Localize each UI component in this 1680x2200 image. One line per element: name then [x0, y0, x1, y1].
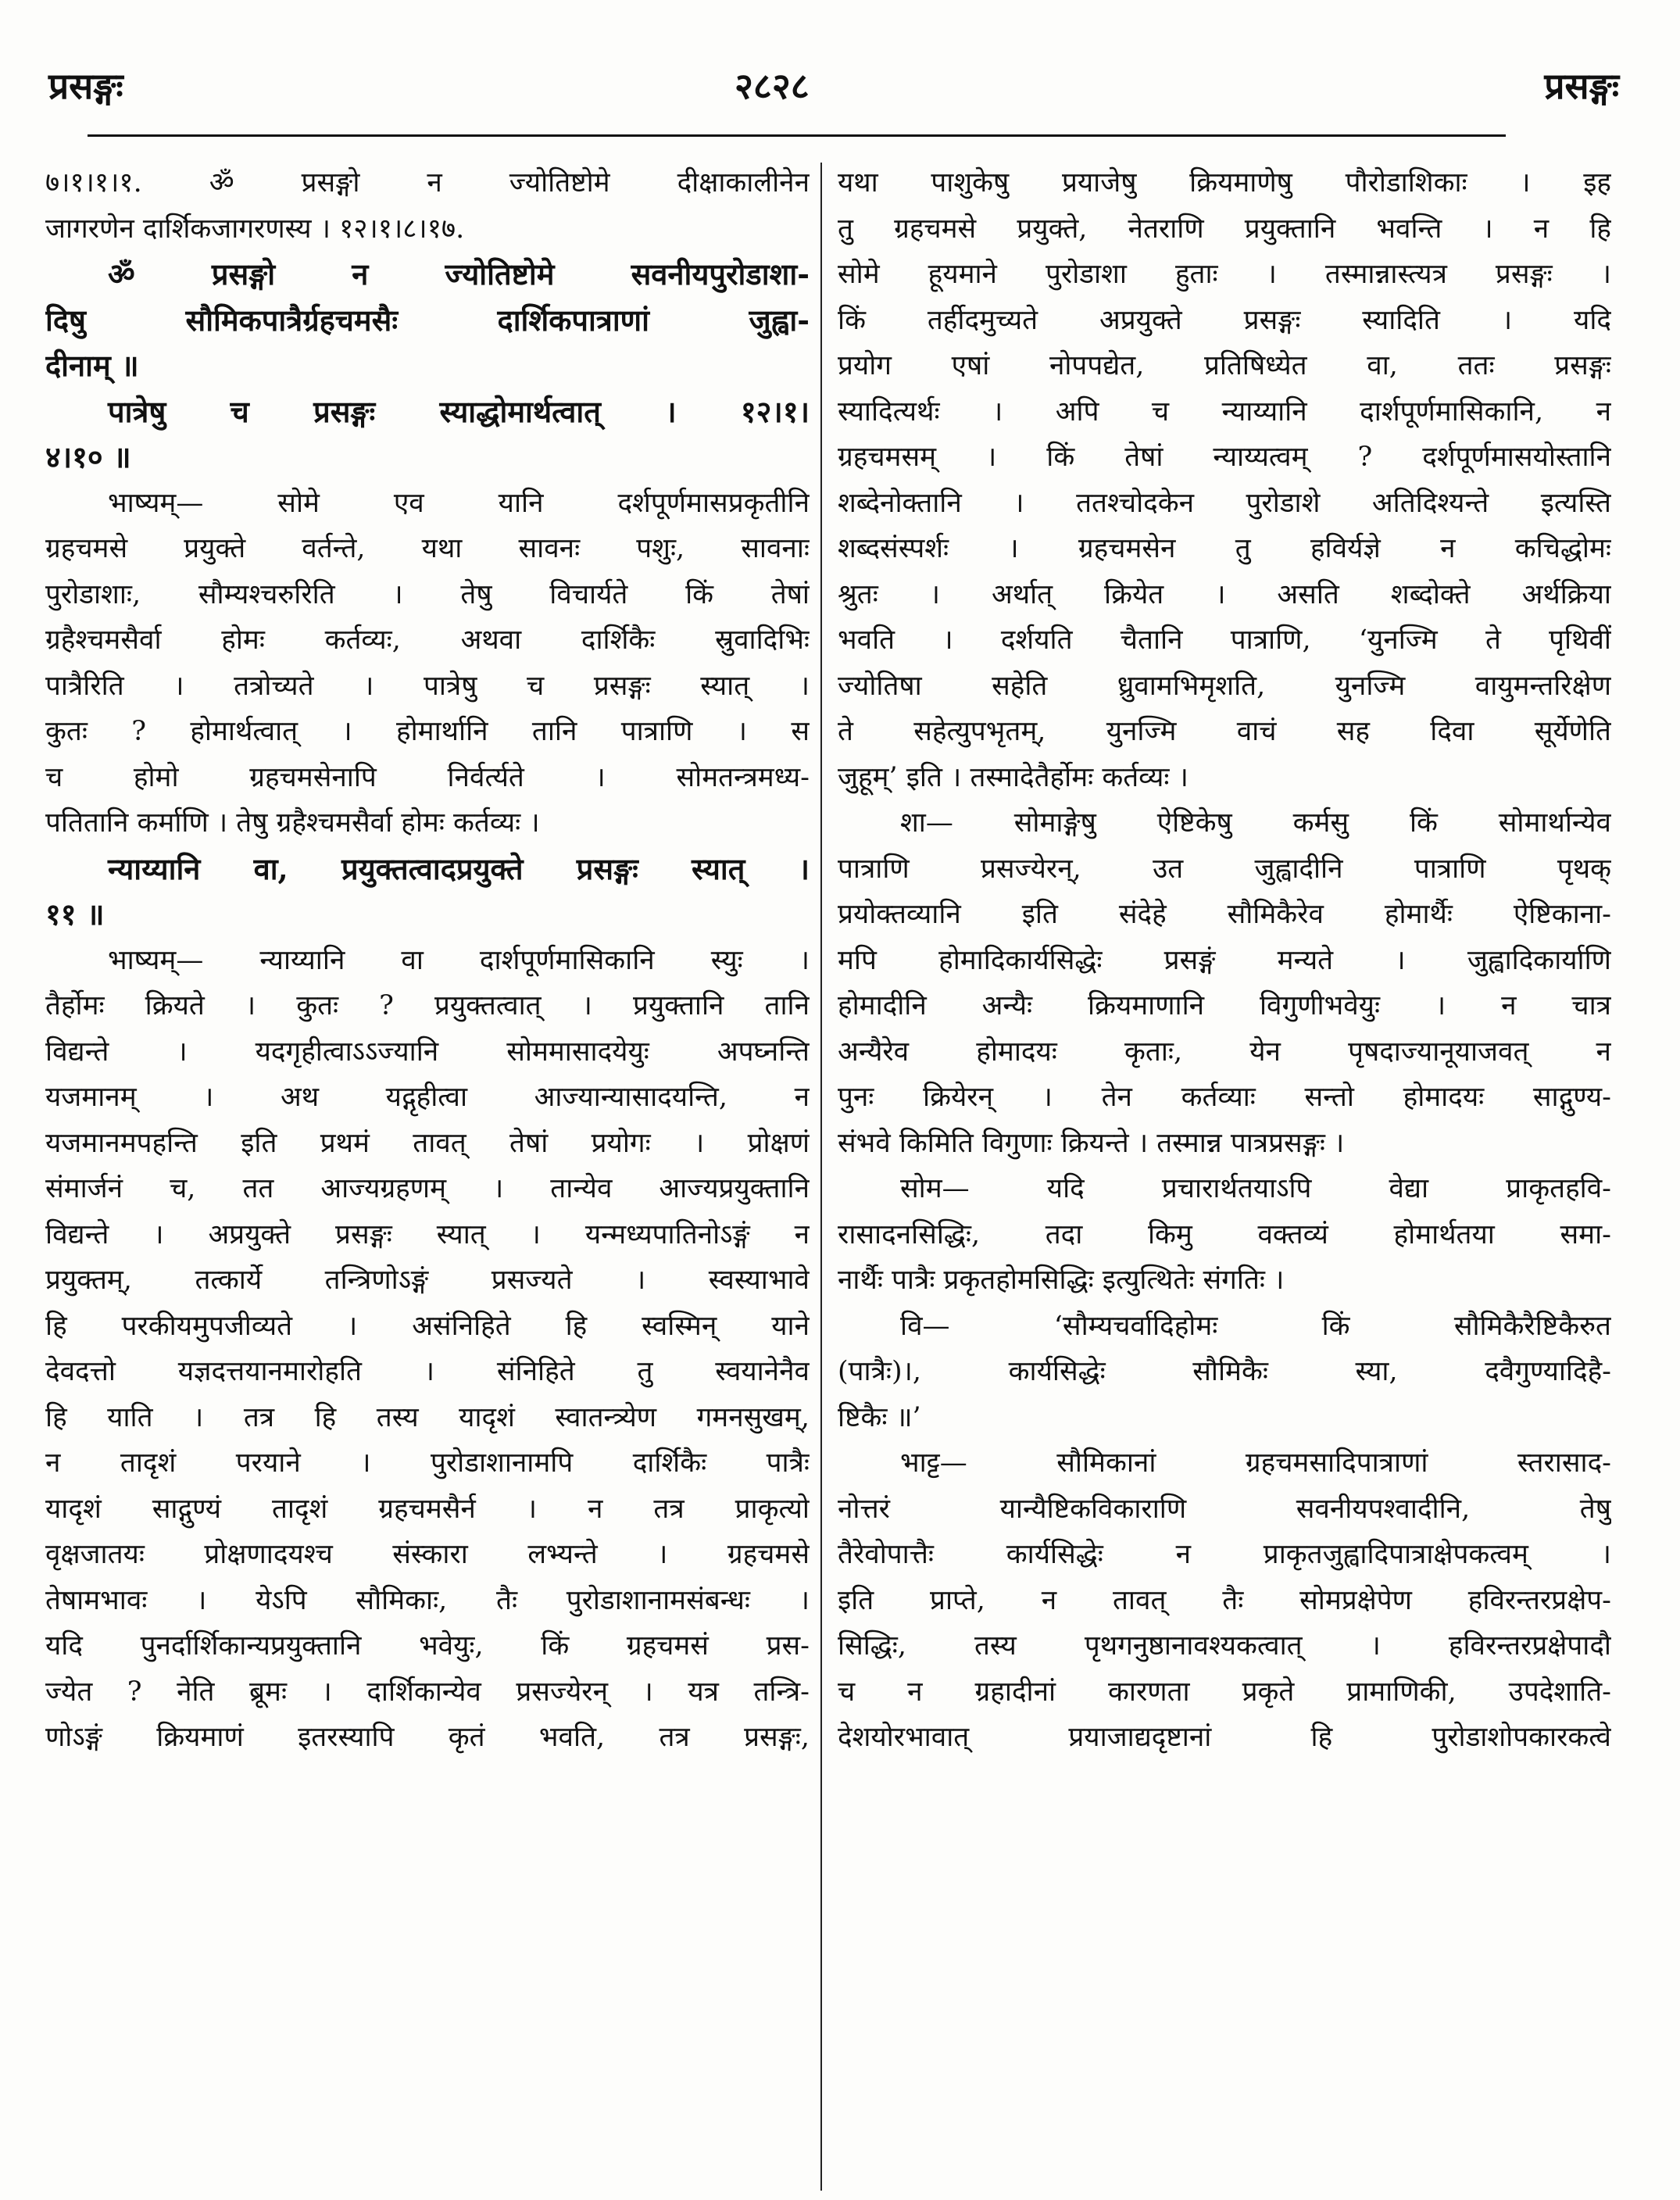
text-line: देवदत्तो यज्ञदत्तयानमारोहति । संनिहिते तु स्वयानेनैव [45, 1356, 810, 1387]
text-line: वृक्षजातयः प्रोक्षणादयश्च संस्कारा लभ्यन्ते । ग्रहचमसे [45, 1539, 810, 1570]
text-line: ग्रहैश्चमसैर्वा होमः कर्तव्यः, अथवा दार्शिकैः स्रुवादिभिः [45, 624, 810, 656]
text-line: ज्योतिषा सहेति ध्रुवामभिमृशति, युनज्मि वायुमन्तरिक्षेण [838, 670, 1611, 702]
running-head-right: प्रसङ्गः [1544, 65, 1619, 107]
text-line: ज्येत ? नेति ब्रूमः । दार्शिकान्येव प्रसज्येरन् । यत्र तन्त्रि- [45, 1676, 810, 1708]
text-line: जुहूम्’ इति । तस्मादेतैर्होमः कर्तव्यः । [838, 761, 1189, 793]
text-line: णोऽङ्गं क्रियमाणं इतरस्यापि कृतं भवति, तत्र प्रसङ्गः, [45, 1722, 810, 1753]
text-line: भवति । दर्शयति चैतानि पात्राणि, ‘युनज्मि ते पृथिवीं [838, 624, 1611, 656]
text-line: पात्रैरिति । तत्रोच्यते । पात्रेषु च प्रसङ्गः स्यात् । [45, 670, 810, 702]
text-line: नार्थैः पात्रैः प्रकृतहोमसिद्धिः इत्युत्थितेः संगतिः । [838, 1265, 1285, 1296]
text-line: सिद्धिः, तस्य पृथगनुष्ठानावश्यकत्वात् । हविरन्तरप्रक्षेपादौ [838, 1630, 1611, 1662]
text-line: कुतः ? होमार्थत्वात् । होमार्थानि तानि पात्राणि । स [45, 716, 810, 747]
sutra-line: ११ ॥ [45, 896, 105, 932]
text-line: यथा पाशुकेषु प्रयाजेषु क्रियमाणेषु पौरोडाशिकाः । इह [838, 167, 1611, 199]
text-line: प्रयुक्तम्, तत्कार्ये तन्त्रिणोऽङ्गं प्रसज्यते । स्वस्याभावे [45, 1265, 810, 1296]
text-line: मपि होमादिकार्यसिद्धेः प्रसङ्गं मन्यते । जुह्वादिकार्याणि [838, 944, 1611, 976]
text-line: (पात्रैः)।, कार्यसिद्धेः सौमिकैः स्या, दवैगुण्यादिहै- [838, 1356, 1611, 1387]
sutra-line: दीनाम् ॥ [45, 348, 139, 383]
text-line: होमादीनि अन्यैः क्रियमाणानि विगुणीभवेयुः । न चात्र [838, 990, 1611, 1021]
column-divider [820, 163, 822, 2191]
text-line: च न ग्रहादीनां कारणता प्रकृते प्रामाणिकी, उपदेशाति- [838, 1676, 1611, 1708]
text-line: तैर्होमः क्रियते । कुतः ? प्रयुक्तत्वात् । प्रयुक्तानि तानि [45, 990, 810, 1021]
text-line: भाष्यम्— न्याय्यानि वा दार्शपूर्णमासिकानि स्युः । [108, 944, 810, 976]
text-line: अन्यैरेव होमादयः कृताः, येन पृषदाज्यानूयाजवत् न [838, 1036, 1611, 1068]
text-line: ते सहेत्युपभृतम्, युनज्मि वाचं सह दिवा सूर्येणेति [838, 716, 1611, 747]
text-line: विद्यन्ते । अप्रयुक्ते प्रसङ्गः स्यात् । यन्मध्यपातिनोऽङ्गं न [45, 1218, 810, 1250]
text-line: ग्रहचमसे प्रयुक्ते वर्तन्ते, यथा सावनः पशुः, सावनाः [45, 533, 810, 564]
text-line: न तादृशं परयाने । पुरोडाशानामपि दार्शिकैः पात्रैः [45, 1447, 810, 1479]
text-line: पुरोडाशाः, सौम्यश्चरुरिति । तेषु विचार्यते किं तेषां [45, 578, 810, 610]
text-line: यादृशं साद्गुण्यं तादृशं ग्रहचमसैर्न । न तत्र प्राकृत्यो [45, 1493, 810, 1525]
text-line: पुनः क्रियेरन् । तेन कर्तव्याः सन्तो होमादयः साद्गुण्य- [838, 1082, 1611, 1113]
text-line: ष्टिकैः ॥’ [838, 1401, 921, 1433]
text-line: पतितानि कर्माणि । तेषु ग्रहैश्चमसैर्वा होमः कर्तव्यः । [45, 807, 540, 839]
sutra-line: ४।१० ॥ [45, 439, 131, 474]
text-line: शब्देनोक्तानि । ततश्चोदकेन पुरोडाशे अतिदिश्यन्ते इत्यस्ति [838, 487, 1611, 519]
text-line: किं तर्हीदमुच्यते अप्रयुक्ते प्रसङ्गः स्यादिति । यदि [838, 304, 1611, 336]
text-line: शब्दसंस्पर्शः । ग्रहचमसेन तु हविर्यज्ञे न कचिद्धोमः [838, 533, 1611, 564]
text-line: देशयोरभावात् प्रयाजाद्यदृष्टानां हि पुरोडाशोपकारकत्वे [838, 1722, 1611, 1753]
text-line: ७।१।१।१. ॐ प्रसङ्गो न ज्योतिष्टोमे दीक्षाकालीनेन [45, 167, 810, 199]
text-line: श्रुतः । अर्थात् क्रियेत । असति शब्दोक्ते अर्थक्रिया [838, 578, 1611, 610]
text-line: तेषामभावः । येऽपि सौमिकाः, तैः पुरोडाशानामसंबन्धः । [45, 1584, 810, 1616]
text-line: नोत्तरं यान्यैष्टिकविकाराणि सवनीयपश्वादीनि, तेषु [838, 1493, 1611, 1525]
text-line: यजमानम् । अथ यद्गृहीत्वा आज्यान्यासादयन्ति, न [45, 1082, 810, 1113]
text-line: पात्राणि प्रसज्येरन्, उत जुह्वादीनि पात्राणि पृथक् [838, 853, 1611, 885]
text-line: इति प्राप्ते, न तावत् तैः सोमप्रक्षेपेण हविरन्तरप्रक्षेप- [838, 1584, 1611, 1616]
text-line: हि याति । तत्र हि तस्य यादृशं स्वातन्त्र्येण गमनसुखम्, [45, 1401, 810, 1433]
page-number: २८२८ [735, 65, 810, 107]
right-column [838, 160, 1611, 1761]
text-line: तु ग्रहचमसे प्रयुक्ते, नेतराणि प्रयुक्तानि भवन्ति । न हि [838, 213, 1611, 245]
text-line: वि— ‘सौम्यचर्वादिहोमः किं सौमिकैरैष्टिकैरुत [900, 1310, 1611, 1342]
text-line: यजमानमपहन्ति इति प्रथमं तावत् तेषां प्रयोगः । प्रोक्षणं [45, 1127, 810, 1159]
header-rule [88, 134, 1506, 137]
text-line: स्यादित्यर्थः । अपि च न्याय्यानि दार्शपूर्णमासिकानि, न [838, 395, 1611, 427]
sutra-line: दिषु सौमिकपात्रैर्ग्रहचमसैः दार्शिकपात्राणां जुह्वा- [45, 302, 810, 338]
text-line: हि परकीयमुपजीव्यते । असंनिहिते हि स्वस्मिन् याने [45, 1310, 810, 1342]
text-line: संमार्जनं च, तत आज्यग्रहणम् । तान्येव आज्यप्रयुक्तानि [45, 1173, 810, 1204]
sutra-line: ॐ प्रसङ्गो न ज्योतिष्टोमे सवनीयपुरोडाशा- [108, 256, 810, 292]
text-line: तैरेवोपात्तैः कार्यसिद्धेः न प्राकृतजुह्वादिपात्राक्षेपकत्वम् । [838, 1539, 1611, 1570]
left-column [45, 160, 810, 1761]
text-line: प्रयोग एषां नोपपद्येत, प्रतिषिध्येत वा, ततः प्रसङ्गः [838, 350, 1611, 381]
running-head-left: प्रसङ्गः [48, 65, 123, 107]
text-line: संभवे किमिति विगुणाः क्रियन्ते । तस्मान्न पात्रप्रसङ्गः । [838, 1127, 1345, 1159]
text-line: जागरणेन दार्शिकजागरणस्य । १२।१।८।१७. [45, 213, 465, 245]
sutra-line: पात्रेषु च प्रसङ्गः स्याद्धोमार्थत्वात् । १२।१। [108, 393, 810, 429]
text-line: विद्यन्ते । यदगृहीत्वाऽऽज्यानि सोममासादयेयुः अपघ्नन्ति [45, 1036, 810, 1068]
text-line: च होमो ग्रहचमसेनापि निर्वर्त्यते । सोमतन्त्रमध्य- [45, 761, 810, 793]
sutra-line: न्याय्यानि वा, प्रयुक्तत्वादप्रयुक्ते प्रसङ्गः स्यात् । [108, 850, 810, 886]
text-line: सोम— यदि प्रचारार्थतयाऽपि वेद्या प्राकृतहवि- [900, 1173, 1611, 1204]
text-line: यदि पुनर्दार्शिकान्यप्रयुक्तानि भवेयुः, किं ग्रहचमसं प्रस- [45, 1630, 810, 1662]
text-line: भाष्यम्— सोमे एव यानि दर्शपूर्णमासप्रकृतीनि [108, 487, 810, 519]
text-line: सोमे हूयमाने पुरोडाशा हुताः । तस्मान्नास्त्यत्र प्रसङ्गः । [838, 259, 1611, 290]
text-line: प्रयोक्तव्यानि इति संदेहे सौमिकैरेव होमार्थैः ऐष्टिकाना- [838, 899, 1611, 930]
text-line: ग्रहचमसम् । किं तेषां न्याय्यत्वम् ? दर्शपूर्णमासयोस्तानि [838, 442, 1611, 473]
text-line: रासादनसिद्धिः, तदा किमु वक्तव्यं होमार्थतया समा- [838, 1218, 1611, 1250]
text-line: शा— सोमाङ्गेषु ऐष्टिकेषु कर्मसु किं सोमार्थान्येव [900, 807, 1611, 839]
page-header [0, 61, 1680, 123]
text-line: भाट्ट— सौमिकानां ग्रहचमसादिपात्राणां स्तरासाद- [900, 1447, 1611, 1479]
